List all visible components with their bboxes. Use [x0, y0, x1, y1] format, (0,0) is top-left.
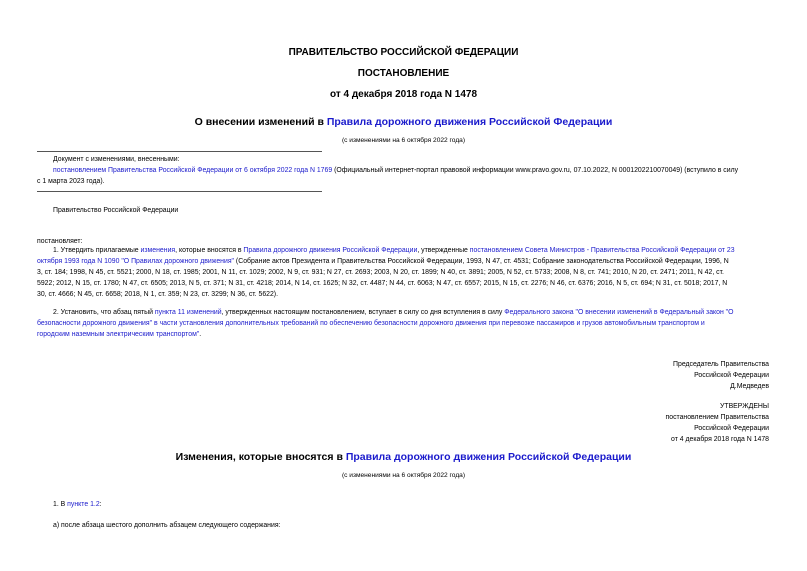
paragraph-2-line2: [37, 318, 705, 329]
p1-text-b: , которые вносятся в: [175, 247, 244, 254]
approved-date: от 4 декабря 2018 года N 1478: [671, 436, 769, 443]
document-type: ПОСТАНОВЛЕНИЕ: [357, 68, 450, 79]
federal-law-link-part3[interactable]: городским наземным электрическим транспортом": [37, 331, 200, 338]
changes-link[interactable]: изменения: [140, 247, 176, 254]
p2-text-b: , утвержденных настоящим постановлением, вступает в силу со дня вступления в силу: [221, 309, 505, 316]
government-heading: ПРАВИТЕЛЬСТВО РОССИЙСКОЙ ФЕДЕРАЦИИ: [288, 47, 519, 58]
signature-position: Председатель Правительства: [673, 361, 769, 368]
signature-country: Российской Федерации: [694, 372, 769, 379]
document-date-number: от 4 декабря 2018 года N 1478: [329, 89, 478, 100]
paragraph-1-line5: 30, ст. 4666; N 45, ст. 6658; 2018, N 1, ст. 359; N 23, ст. 3299; N 36, ст. 5622).: [37, 291, 279, 298]
p1-text-a: 1. Утвердить прилагаемые: [53, 247, 141, 254]
council-decree-link-part1[interactable]: постановлением Совета Министров - Правительства Российской Федерации от 23: [469, 247, 735, 254]
paragraph-1-line3: 3, ст. 184; 1998, N 45, ст. 5521; 2000, N 18, ст. 1985; 2001, N 11, ст. 1029; 2002, N 9, ст. 931; N 27, ст. 2693; 2003, N 20, ст. 1899; N 40, ст. 3891; 2005, N 52, ст. 5733; 2008, N 8, ст. 741; 2010, N 20, ст. 2471; 2011, N 42, ст.: [37, 269, 724, 276]
p1-text-c: , утвержденные: [417, 247, 470, 254]
changes-note-line2: с 1 марта 2023 года).: [37, 178, 105, 185]
approved-by: постановлением Правительства: [665, 414, 769, 421]
council-decree-link-part2[interactable]: октября 1993 года N 1090 "О Правилах дорожного движения": [37, 258, 235, 265]
changes-revision-note: (с изменениями на 6 октября 2022 года): [341, 472, 466, 479]
traffic-rules-link[interactable]: Правила дорожного движения Российской Федерации: [326, 116, 613, 128]
p1-traffic-rules-link[interactable]: Правила дорожного движения Российской Федерации: [243, 247, 418, 254]
document-title: [0, 116, 807, 128]
paragraph-1-line1: [53, 245, 735, 256]
issuer-text: Правительство Российской Федерации: [53, 207, 179, 214]
change-item-1a: а) после абзаца шестого дополнить абзацем следующего содержания:: [53, 522, 281, 529]
paragraph-1-line4: 5922; 2012, N 15, ст. 1780; N 47, ст. 6505; 2013, N 5, ст. 371; N 31, ст. 4218; 2014, N 14, ст. 1625; N 32, ст. 4487; N 44, ст. 6063; N 47, ст. 6557; 2015, N 15, ст. 2276; N 46, ст. 6376; 2016, N 5, ст. 694; N 31, ст. 5018; 2017, N: [37, 280, 728, 287]
changes-traffic-rules-link[interactable]: Правила дорожного движения Российской Федерации: [345, 451, 632, 463]
p1-text-d: (Собрание актов Президента и Правительства Российской Федерации, 1993, N 47, ст. 4531; Собрание законодательства Российской Федерации, 1996, N: [234, 258, 729, 265]
divider-bottom: [37, 191, 322, 192]
title-prefix: О внесении изменений в: [194, 116, 327, 128]
point-1-2-link[interactable]: пункте 1.2: [67, 501, 100, 508]
paragraph-2-line3: [37, 329, 201, 340]
item1-suffix: :: [99, 501, 102, 508]
change-item-1: [53, 499, 102, 510]
changes-note-line1: [53, 165, 738, 176]
divider-top: [37, 151, 322, 152]
federal-law-link-part1[interactable]: Федерального закона "О внесении изменений в Федеральный закон "О: [504, 309, 734, 316]
changes-note-text: (Официальный интернет-портал правовой информации www.pravo.gov.ru, 07.10.2022, N 0001202210070049) (вступило в силу: [332, 167, 739, 174]
changes-title-prefix: Изменения, которые вносятся в: [175, 451, 346, 463]
title-revision-note: (с изменениями на 6 октября 2022 года): [341, 137, 466, 144]
p2-text-a: 2. Установить, что абзац пятый: [53, 309, 155, 316]
federal-law-link-part2[interactable]: безопасности дорожного движения" в части установления дополнительных требований по обеспечению безопасности дорожного движения при перевозке пассажиров и грузов автомобильным транспортом и: [37, 320, 705, 327]
p2-text-end: .: [199, 331, 202, 338]
paragraph-1-line2: [37, 256, 729, 267]
item-11-link[interactable]: пункта 11 изменений: [154, 309, 222, 316]
changes-title: [0, 451, 807, 463]
item1-prefix: 1. В: [53, 501, 68, 508]
paragraph-2-line1: [53, 307, 733, 318]
approved-heading: УТВЕРЖДЕНЫ: [720, 403, 769, 410]
signature-name: Д.Медведев: [730, 383, 769, 390]
amendment-decree-link[interactable]: постановлением Правительства Российской Федерации от 6 октября 2022 года N 1769: [53, 167, 333, 174]
approved-country: Российской Федерации: [694, 425, 769, 432]
resolves-text: постановляет:: [37, 238, 83, 245]
changes-note-label: Документ с изменениями, внесенными:: [53, 156, 180, 163]
